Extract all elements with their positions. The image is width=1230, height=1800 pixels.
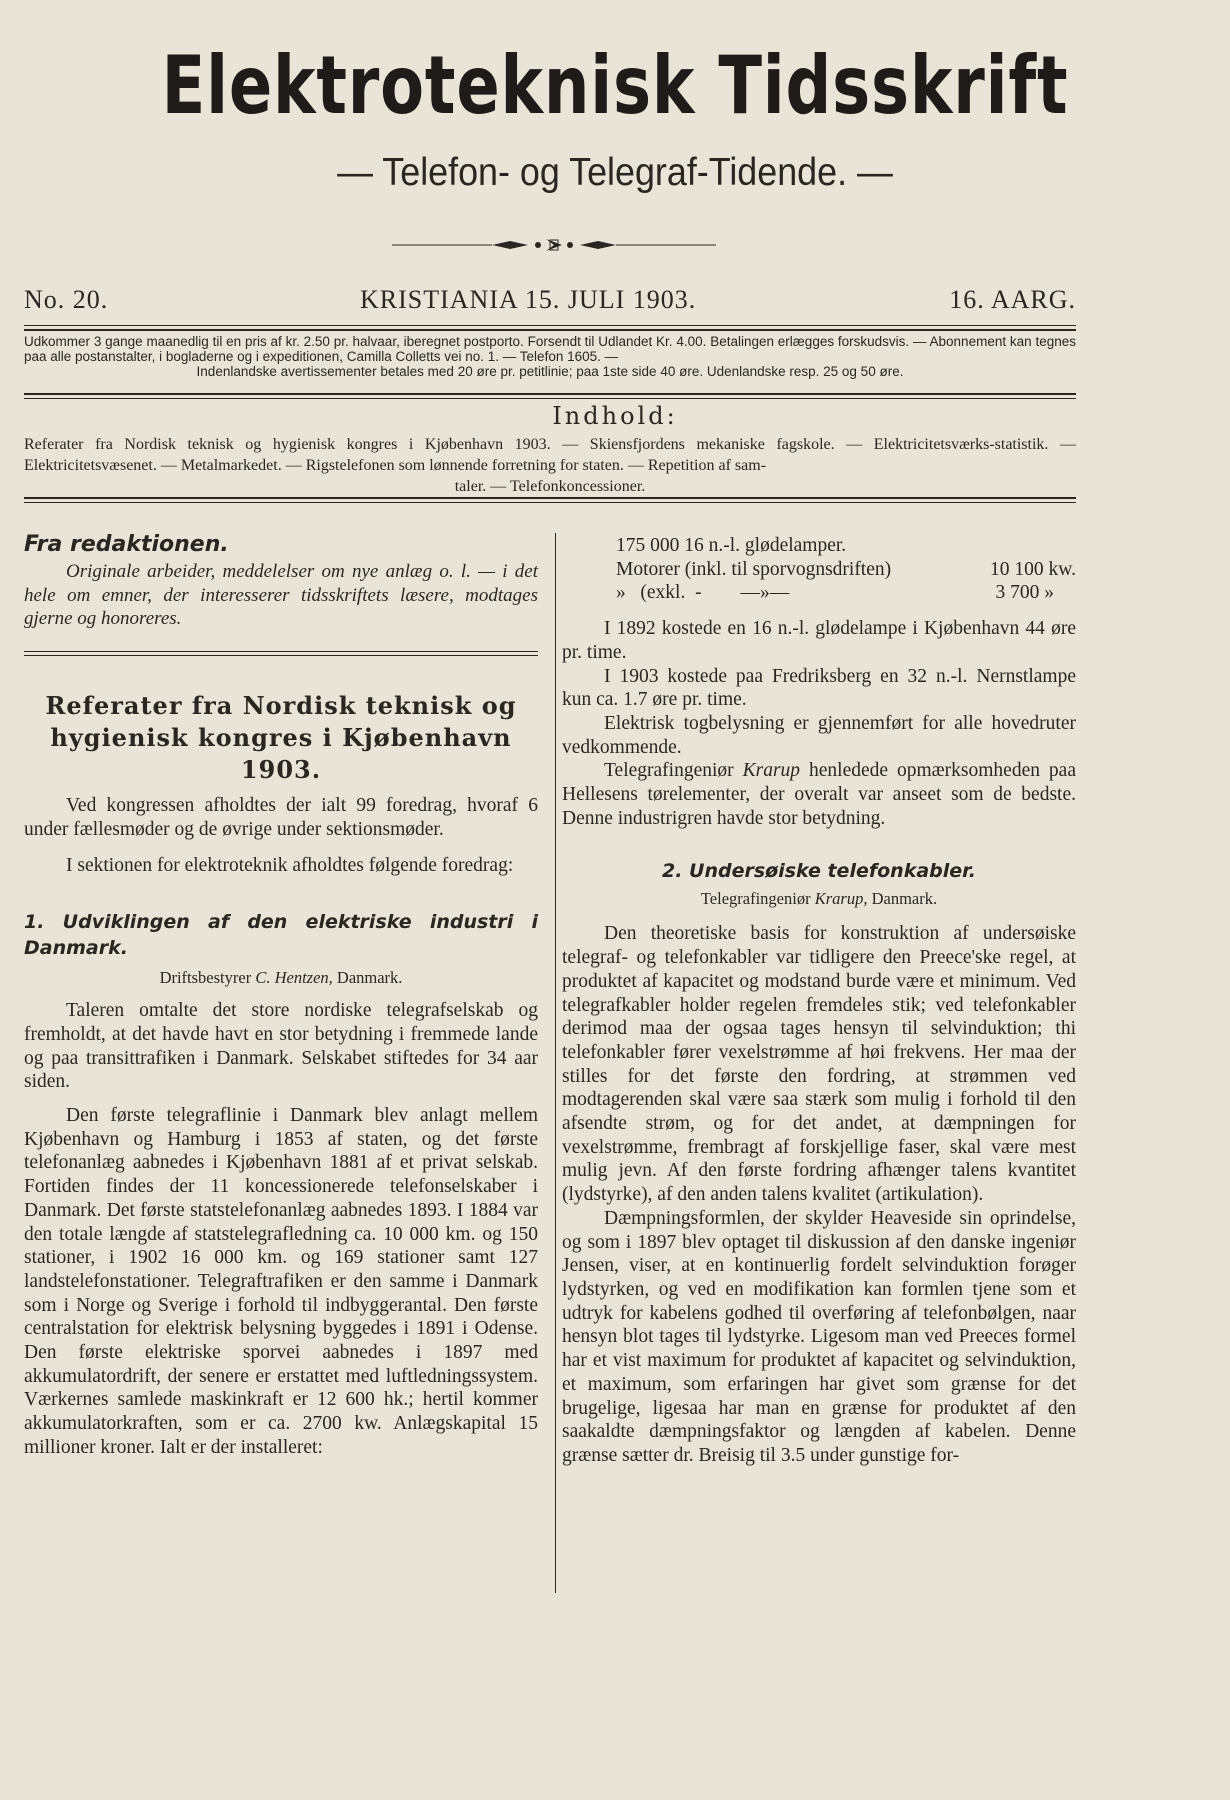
subscription-line: Indenlandske avertissementer betales med 20 øre pr. petitlinie; paa 1ste side 40 øre. Udenlandske resp. 25 og 50 øre. <box>196 364 904 379</box>
subscription-line: Udkommer 3 gange maanedlig til en pris af kr. 2.50 pr. halvaar, iberegnet postporto. Forsendt til Udlandet Kr. 4.00. Betalingen erlægges forskudsvis. — Abonnement kan tegnes paa alle postanstalter, i bogladerne og i expeditionen, Camilla Colletts vei no. 1. — Telefon 1605. — <box>24 334 1076 364</box>
right-column <box>562 534 1076 1468</box>
article-title: Referater fra Nordisk teknisk og hygienisk kongres i Kjøbenhavn 1903. <box>45 691 517 785</box>
place-date: KRISTIANIA 15. JULI 1903. <box>360 285 697 314</box>
paragraph: Den theoretiske basis for konstruktion af undersøiske telegraf- og telefonkabler var tidligere den Preece'ske regel, at produktet af kapacitet og modstand burde være et minimum. Ved telegrafkabler holder regelen fremdeles stik; ved telefonkabler derimod maa der ogsaa tages hensyn til selvinduktion; thi telefonkabler fører vexelstrømme af høi frekvens. Her maa der stilles for det første den fordring, at strømmen ved modtagerenden skal være saa stærk som mulig i forhold til den afsendte strøm, og for det andet, at dæmpningen for vexelstrømme, frembragt af forskjellige faser, skal være mest mulig jevn. Af den første fordring afhænger talens kvantitet (lydstyrke), af den anden talens kvalitet (artikulation). <box>562 923 1076 1206</box>
editorial-heading: Fra redaktionen. <box>24 532 229 557</box>
rule <box>24 325 1076 326</box>
volume-number: 16. AARG. <box>949 285 1076 314</box>
stat-label: Motorer (inkl. til sporvognsdriften) <box>616 558 892 580</box>
section-heading: 1. Udviklingen af den elektriske industri i Danmark. <box>24 911 538 960</box>
stat-label: » (exkl. - —»— <box>616 582 790 604</box>
byline <box>24 967 538 989</box>
column-divider <box>555 533 556 1593</box>
paragraph: Dæmpningsformlen, der skylder Heaveside sin oprindelse, og som i 1897 blev optaget til diskussion af den danske ingeniør Jensen, viser, at en kontinuerlig fordelt selvinduktion forøger lydstyrken, og ved en modifikation kan formlen tjene som et udtryk for kabelens godhed til overføring af telefonbølgen, naar hensyn blot tages til lydstyrke. Ligesom man ved Preeces formel har et vist maximum for produktet af kapacitet og selvinduktion, et maximum, som erfaringen har givet som grænse for det brugelige, ligesaa har man en grænse for produktet af den saakaldte dæmpningsfaktor og længden af kabelen. Denne grænse sætter dr. Breisig til 3.5 under gunstige for- <box>562 1207 1076 1466</box>
toc-body-end: taler. — Telefonkoncessioner. <box>454 478 646 495</box>
stat-line <box>562 558 1076 582</box>
paragraph-text: henledede opmærksomheden paa Hellesens tørelementer, der overalt var anseet som de bedste. Denne industrigren havde stor betydning. <box>562 760 1076 829</box>
paragraph <box>562 759 1076 830</box>
editorial-text: Originale arbeider, meddelelser om nye anlæg o. l. — i det hele om emner, der interesserer tidsskriftets læsere, modtages gjerne og honoreres. <box>24 561 538 630</box>
toc-text <box>24 434 1076 497</box>
section-heading: 2. Undersøiske telefonkabler. <box>661 860 977 883</box>
stat-value: 10 100 kw. <box>990 558 1076 580</box>
paragraph: Elektrisk togbelysning er gjennemført for alle hovedruter vedkommende. <box>562 712 1076 758</box>
paragraph: I 1892 kostede en 16 n.-l. glødelampe i Kjøbenhavn 44 øre pr. time. <box>562 618 1076 663</box>
ornament-divider <box>392 235 716 255</box>
paragraph: Den første telegraflinie i Danmark blev anlagt mellem Kjøbenhavn og Hamburg i 1853 af staten, og det første telefonanlæg aabnedes i Kjøbenhavn 1881 af et privat selskab. Fortiden findes der 11 koncessionerede telefonselskaber i Danmark. Det første statstelefonanlæg aabnedes 1893. I 1884 var den totale længde af statstelegrafledning ca. 10 000 km. og 150 stationer, i 1902 16 000 km. og 169 stationer samt 127 landstelefonstationer. Telegraftrafiken er den samme i Danmark som i Norge og Sverige i forhold til indbyggerantal. Den første centralstation for elektrisk belysning byggedes i 1891 i Odense. Den første elektriske sporvei aabnedes i 1897 med akkumulatordrift, der senere er erstattet med luftledningssystem. Værkernes samlede maskinkraft er 12 600 hk.; hertil kommer akkumulatorkraften, som er ca. 2700 kw. Anlægskapital 15 millioner kroner. Ialt er der installeret: <box>24 1105 538 1458</box>
toc-title: Indhold: <box>552 402 678 430</box>
masthead-subtitle: — Telefon- og Telegraf-Tidende. — <box>337 151 893 194</box>
byline-name: Krarup, <box>814 889 868 909</box>
paragraph: I 1903 kostede paa Fredriksberg en 32 n.-l. Nernstlampe kun ca. 1.7 øre pr. time. <box>562 665 1076 711</box>
subscription-info <box>24 334 1076 379</box>
paragraph: I sektionen for elektroteknik afholdtes følgende foredrag: <box>66 854 514 876</box>
paragraph-text: Telegrafingeniør <box>604 760 734 782</box>
dateline <box>24 285 1076 321</box>
rule <box>24 398 1076 399</box>
masthead-title: Elektroteknisk Tidsskrift <box>161 39 1069 132</box>
byline-role: Telegrafingeniør <box>700 889 811 909</box>
paragraph: Taleren omtalte det store nordiske telegrafselskab og fremholdt, at det havde havt en stor betydning i fremmede lande og paa transittrafiken i Danmark. Selskabet stiftedes for 34 aar siden. <box>24 1000 538 1093</box>
stat-line: 175 000 16 n.-l. glødelamper. <box>616 535 847 556</box>
rule <box>24 502 1076 503</box>
rule <box>24 497 1076 499</box>
rule <box>24 393 1076 395</box>
byline-country: Danmark. <box>871 889 938 909</box>
toc-body: Referater fra Nordisk teknisk og hygienisk kongres i Kjøbenhavn 1903. — Skiensfjordens mekaniske fagskole. — Elektricitetsværks-statistik. — Elektricitetsvæsenet. — Metalmarkedet. — Rigstelefonen som lønnende forretning for staten. — Repetition af sam- <box>24 436 1076 474</box>
paragraph: Ved kongressen afholdtes der ialt 99 foredrag, hvoraf 6 under fællesmøder og de øvrige under sektionsmøder. <box>24 795 538 840</box>
byline-role: Driftsbestyrer <box>159 968 252 988</box>
byline <box>562 888 1076 910</box>
person-name: Krarup <box>742 760 801 782</box>
byline-country: Danmark. <box>336 968 403 988</box>
stat-line <box>562 581 1076 605</box>
byline-name: C. Hentzen, <box>255 968 333 988</box>
left-column <box>24 530 538 1460</box>
issue-number: No. 20. <box>24 285 109 314</box>
rule <box>24 329 1076 331</box>
stat-value: 3 700 » <box>995 582 1054 604</box>
